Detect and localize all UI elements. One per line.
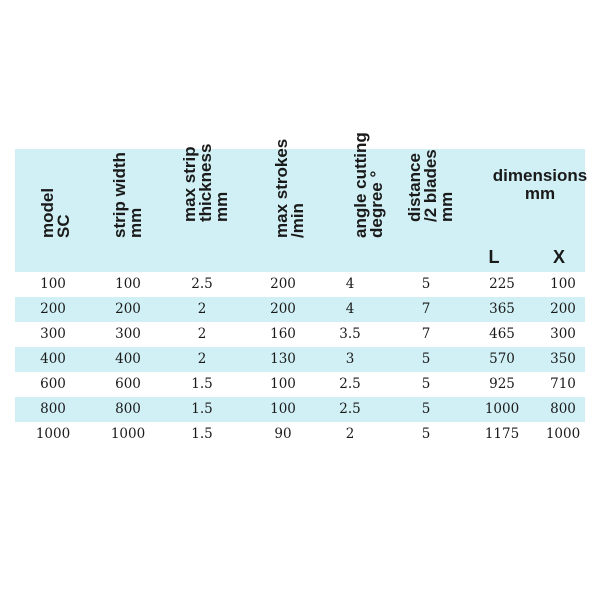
cell-max-thickness: 1.5 <box>191 376 213 392</box>
cell-model: 200 <box>40 301 66 317</box>
table-body <box>15 272 585 447</box>
cell-model: 400 <box>40 351 66 367</box>
cell-distance-blades: 5 <box>421 401 431 417</box>
header-thickness-line1: max strip <box>179 146 199 222</box>
header-dimensions-line1: dimensions <box>492 166 588 185</box>
header-model <box>30 149 85 272</box>
cell-distance-blades: 5 <box>421 376 431 392</box>
cell-distance-blades: 5 <box>421 426 431 442</box>
header-angle-cutting <box>333 132 408 272</box>
cell-model: 100 <box>40 276 66 292</box>
header-max-strokes-text <box>274 139 306 238</box>
cell-dim-x: 100 <box>550 276 576 292</box>
cell-strip-width: 600 <box>115 376 141 392</box>
cell-strip-width: 100 <box>115 276 141 292</box>
header-angle-cutting-text <box>350 132 386 238</box>
cell-distance-blades: 5 <box>421 351 431 367</box>
cell-angle-cutting: 3 <box>345 351 355 367</box>
header-distance-line2: /2 blades <box>420 149 440 222</box>
header-thickness-line2: thickness <box>195 143 215 222</box>
cell-distance-blades: 7 <box>421 301 431 317</box>
cell-distance-blades: 5 <box>421 276 431 292</box>
header-strokes-line1: max strokes <box>272 138 291 238</box>
header-distance-line3: mm <box>436 191 456 222</box>
header-angle-line2: degree ° <box>366 170 386 238</box>
cell-dim-l: 1000 <box>484 401 520 417</box>
header-angle-line1: angle cutting <box>350 132 370 238</box>
cell-dim-l: 570 <box>489 351 515 367</box>
cell-dim-x: 1000 <box>545 426 581 442</box>
cell-distance-blades: 7 <box>421 326 431 342</box>
cell-max-strokes: 160 <box>270 326 296 342</box>
header-model-text <box>37 187 73 238</box>
cell-strip-width: 400 <box>115 351 141 367</box>
table-row <box>15 322 585 347</box>
cell-dim-x: 200 <box>550 301 576 317</box>
header-distance-blades <box>400 149 465 272</box>
cell-angle-cutting: 4 <box>345 301 355 317</box>
cell-strip-width: 800 <box>115 401 141 417</box>
table-row <box>15 372 585 397</box>
cell-dim-l: 225 <box>489 276 515 292</box>
cell-dim-l: 465 <box>489 326 515 342</box>
header-strip-width-text <box>112 152 144 238</box>
header-strip-width <box>95 149 165 272</box>
cell-max-strokes: 100 <box>270 376 296 392</box>
header-max-strokes <box>250 138 330 272</box>
cell-dim-l: 1175 <box>484 426 520 442</box>
cell-max-thickness: 1.5 <box>191 426 213 442</box>
cell-angle-cutting: 2.5 <box>339 401 361 417</box>
cell-max-strokes: 200 <box>270 301 296 317</box>
header-distance-blades-text <box>404 149 456 222</box>
cell-max-thickness: 2 <box>197 301 207 317</box>
cell-dim-x: 300 <box>550 326 576 342</box>
cell-model: 600 <box>40 376 66 392</box>
table-row <box>15 297 585 322</box>
cell-angle-cutting: 2 <box>345 426 355 442</box>
cell-angle-cutting: 3.5 <box>339 326 361 342</box>
table-row <box>15 422 585 447</box>
table-row <box>15 397 585 422</box>
header-thickness-line3: mm <box>211 191 231 222</box>
cell-dim-x: 350 <box>550 351 576 367</box>
cell-max-thickness: 2.5 <box>191 276 213 292</box>
cell-model: 800 <box>40 401 66 417</box>
cell-angle-cutting: 4 <box>345 276 355 292</box>
table-row <box>15 272 585 297</box>
header-model-line1: model <box>37 187 57 238</box>
spec-table <box>15 132 588 447</box>
cell-strip-width: 1000 <box>110 426 146 442</box>
cell-angle-cutting: 2.5 <box>339 376 361 392</box>
cell-dim-l: 925 <box>489 376 515 392</box>
header-dimensions <box>470 167 600 203</box>
cell-max-strokes: 130 <box>270 351 296 367</box>
table-header <box>15 132 588 272</box>
header-model-line2: SC <box>53 214 73 238</box>
table-row <box>15 347 585 372</box>
header-strokes-line2: /min <box>288 203 307 238</box>
header-dim-x: X <box>552 247 565 267</box>
cell-strip-width: 200 <box>115 301 141 317</box>
cell-max-thickness: 1.5 <box>191 401 213 417</box>
header-strip-width-line2: mm <box>126 207 145 238</box>
cell-max-thickness: 2 <box>197 351 207 367</box>
cell-max-thickness: 2 <box>197 326 207 342</box>
cell-model: 300 <box>40 326 66 342</box>
header-distance-line1: distance <box>404 153 424 222</box>
cell-dim-l: 365 <box>489 301 515 317</box>
cell-model: 1000 <box>35 426 71 442</box>
cell-max-strokes: 200 <box>270 276 296 292</box>
header-dimensions-line2: mm <box>524 184 556 203</box>
header-max-strip-thickness-text <box>179 143 231 222</box>
cell-dim-x: 710 <box>550 376 576 392</box>
cell-strip-width: 300 <box>115 326 141 342</box>
cell-max-strokes: 100 <box>270 401 296 417</box>
header-max-strip-thickness <box>170 143 245 272</box>
header-dim-l: L <box>488 247 500 267</box>
cell-max-strokes: 90 <box>274 426 292 442</box>
cell-dim-x: 800 <box>550 401 576 417</box>
header-strip-width-line1: strip width <box>110 152 129 238</box>
